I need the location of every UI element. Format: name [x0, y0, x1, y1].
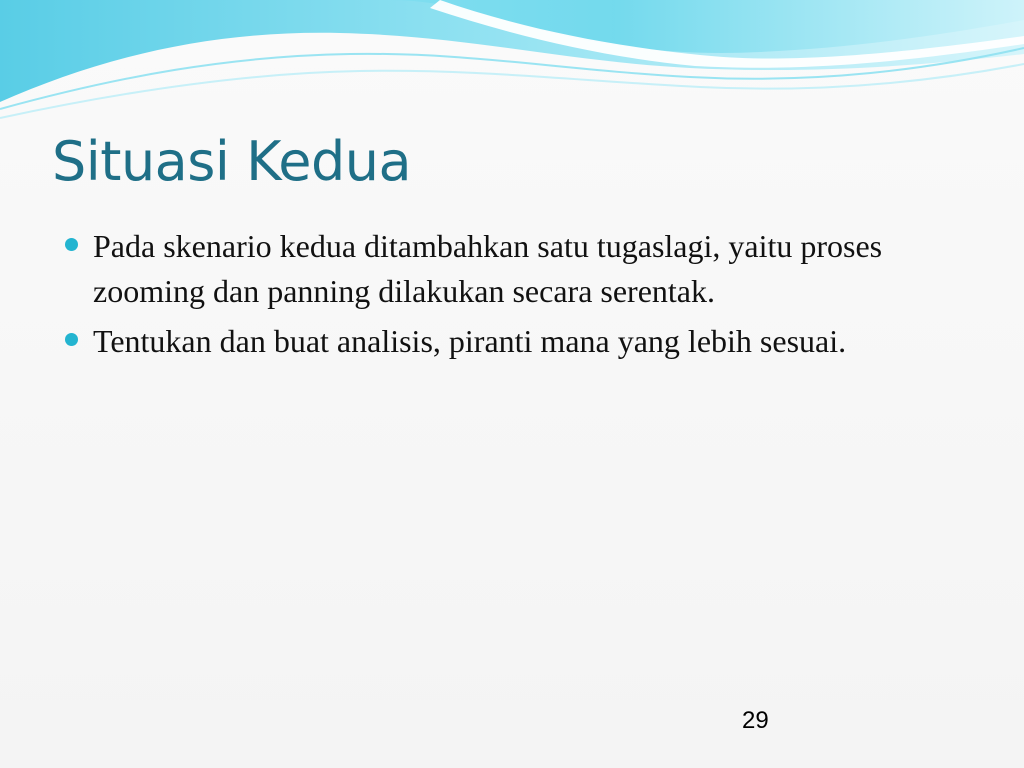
bullet-text: Pada skenario kedua ditambahkan satu tugaslagi, yaitu proses zooming dan panning dilakukan secara serentak.	[93, 228, 883, 309]
bullet-item	[64, 319, 964, 364]
decorative-wave-header	[0, 0, 1024, 130]
bullet-text: Tentukan dan buat analisis, piranti mana yang lebih sesuai.	[93, 323, 847, 359]
slide-title: Situasi Kedua	[52, 130, 412, 193]
bullet-icon	[65, 238, 78, 251]
page-number: 29	[742, 707, 769, 734]
bullet-icon	[65, 333, 78, 346]
bullet-list	[64, 224, 964, 369]
bullet-item	[64, 224, 964, 314]
